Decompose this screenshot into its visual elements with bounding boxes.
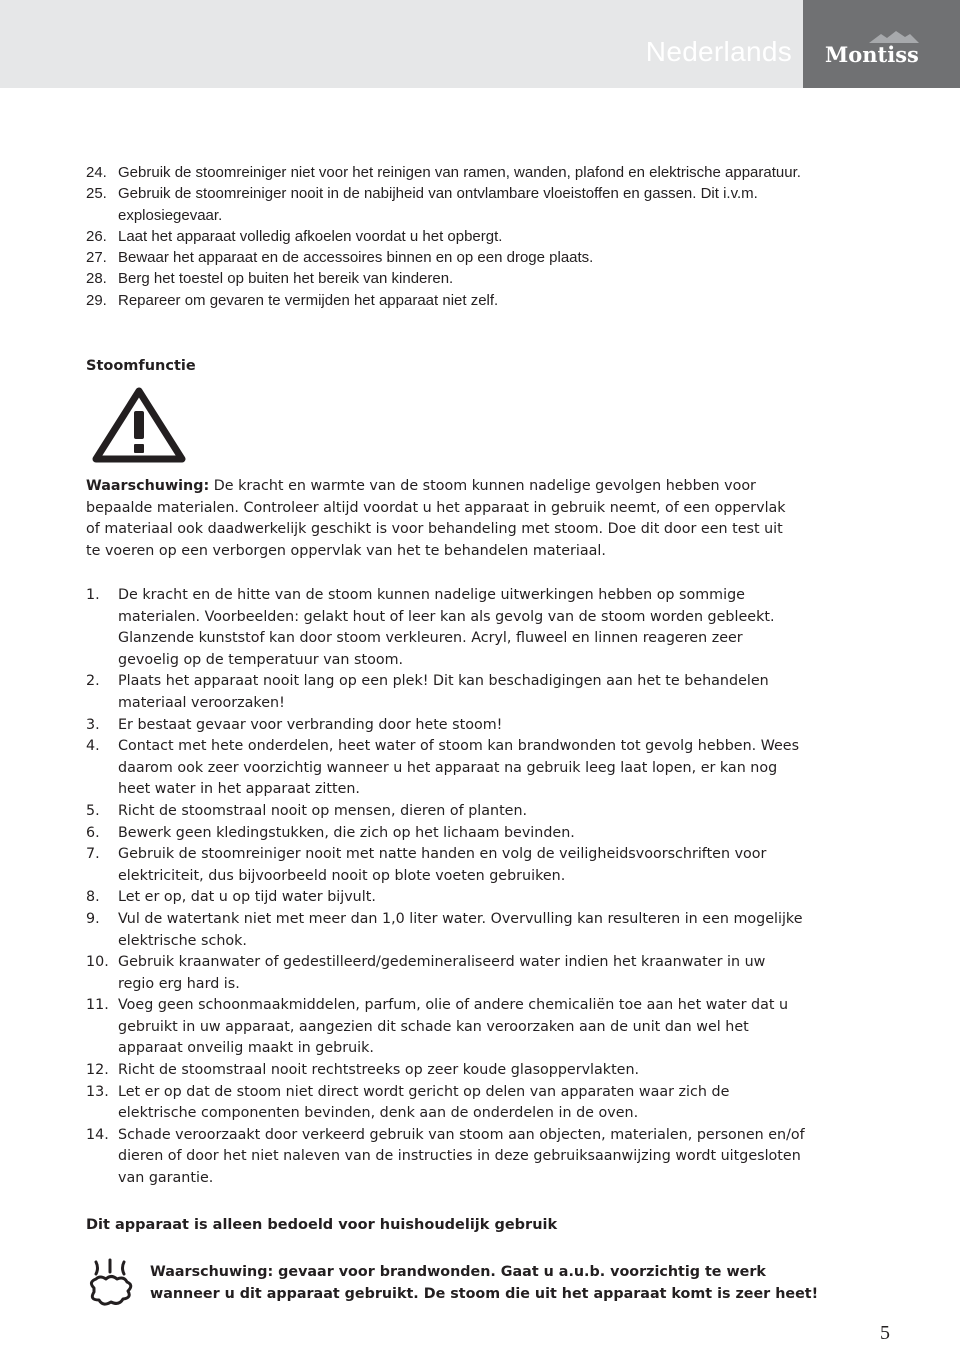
burn-warning-text: Waarschuwing: gevaar voor brandwonden. Gaat u a.u.b. voorzichtig te werk wanneer u dit apparaat gebruikt. De stoom die uit het apparaat komt is zeer heet! — [150, 1264, 819, 1302]
language-label: Nederlands — [645, 36, 792, 67]
list-item: 29. Repareer om gevaren te vermijden het apparaat niet zelf. — [86, 291, 499, 309]
steam-warning-paragraph — [86, 476, 791, 562]
brand-name: Montiss — [825, 42, 919, 67]
list-item: 12. Richt de stoomstraal nooit rechtstreeks op zeer koude glasoppervlakten. — [86, 1062, 640, 1079]
list-item: 4. Contact met hete onderdelen, heet water of stoom kan brandwonden tot gevolg hebben. Wees daarom ook zeer voorzichtig wanneer u het apparaat na gebruik leeg laat lopen, er kan nog heet water in het apparaat zitten. — [86, 738, 800, 798]
warning-label: Waarschuwing: — [86, 478, 210, 494]
list-item: 14. Schade veroorzaakt door verkeerd gebruik van stoom aan objecten, materialen, personen en/of dieren of door het niet naleven van de instructies in deze gebruiksaanwijzing wordt uitgesloten van garantie. — [86, 1126, 805, 1187]
list-item: 8. Let er op, dat u op tijd water bijvult. — [86, 889, 376, 906]
list-item: 24. Gebruik de stoomreiniger niet voor het reinigen van ramen, wanden, plafond en elektrische apparatuur. — [86, 164, 801, 181]
list-item: 26. Laat het apparaat volledig afkoelen voordat u het opbergt. — [86, 227, 503, 245]
list-item: 10. Gebruik kraanwater of gedestilleerd/gedemineraliseerd water indien het kraanwater in uw regio erg hard is. — [86, 954, 766, 992]
list-item: 1. De kracht en de hitte van de stoom kunnen nadelige uitwerkingen hebben op sommige materialen. Voorbeelden: gelakt hout of leer kan als gevolg van de stoom worden gebleekt. Glanzende kunststof kan door stoom verkleuren. Acryl, fluweel en linnen reageren zeer gevoelig op de temperatuur van stoom. — [86, 587, 775, 668]
household-use-heading: Dit apparaat is alleen bedoeld voor huishoudelijk gebruik — [86, 1217, 558, 1233]
list-item: 3. Er bestaat gevaar voor verbranding door hete stoom! — [86, 716, 503, 733]
page-number: 5 — [880, 1322, 890, 1344]
list-item: 6. Bewerk geen kledingstukken, die zich op het lichaam bevinden. — [86, 824, 575, 841]
brand-logo — [803, 0, 960, 88]
page-header — [0, 0, 960, 88]
list-item: 13. Let er op dat de stoom niet direct wordt gericht op delen van apparaten waar zich de elektrische componenten bevinden, denk aan de onderdelen in de oven. — [86, 1083, 730, 1122]
list-item: 25. Gebruik de stoomreiniger nooit in de nabijheid van ontvlambare vloeistoffen en gassen. Dit i.v.m. explosiegevaar. — [86, 185, 758, 224]
precautions-list-top — [86, 162, 806, 311]
list-item: 11. Voeg geen schoonmaakmiddelen, parfum, olie of andere chemicaliën toe aan het water dat u gebruikt in uw apparaat, aangezien dit schade kan veroorzaken aan de unit dan wel het apparaat onveilig maakt in gebruik. — [86, 997, 789, 1057]
list-item: 7. Gebruik de stoomreiniger nooit met natte handen en volg de veiligheidsvoorschriften voor elektriciteit, dus bijvoorbeeld nooit op blote voeten gebruiken. — [86, 846, 767, 884]
list-item: 27. Bewaar het apparaat en de accessoires binnen en op een droge plaats. — [86, 249, 594, 267]
warning-text: De kracht en warmte van de stoom kunnen nadelige gevolgen hebben voor bepaalde materialen. Controleer altijd voordat u het apparaat in gebruik neemt, of een oppervlak of materiaal ook daadwerkelijk geschikt is voor behandeling met stoom. Doe dit door een test uit te voeren op een verborgen oppervlak van het te behandelen materiaal. — [86, 478, 786, 559]
list-item: 5. Richt de stoomstraal nooit op mensen, dieren of planten. — [86, 802, 528, 819]
warning-triangle-icon — [92, 387, 186, 463]
section-heading-steam: Stoomfunctie — [86, 358, 196, 374]
list-item: 9. Vul de watertank niet met meer dan 1,0 liter water. Overvulling kan resulteren in een mogelijke elektrische schok. — [86, 910, 803, 949]
list-item: 28. Berg het toestel op buiten het bereik van kinderen. — [86, 270, 454, 288]
list-item: 2. Plaats het apparaat nooit lang op een plek! Dit kan beschadigingen aan het te behandelen materiaal veroorzaken! — [86, 673, 769, 711]
hot-steam-icon — [86, 1258, 136, 1310]
steam-precautions-list — [86, 585, 806, 1190]
